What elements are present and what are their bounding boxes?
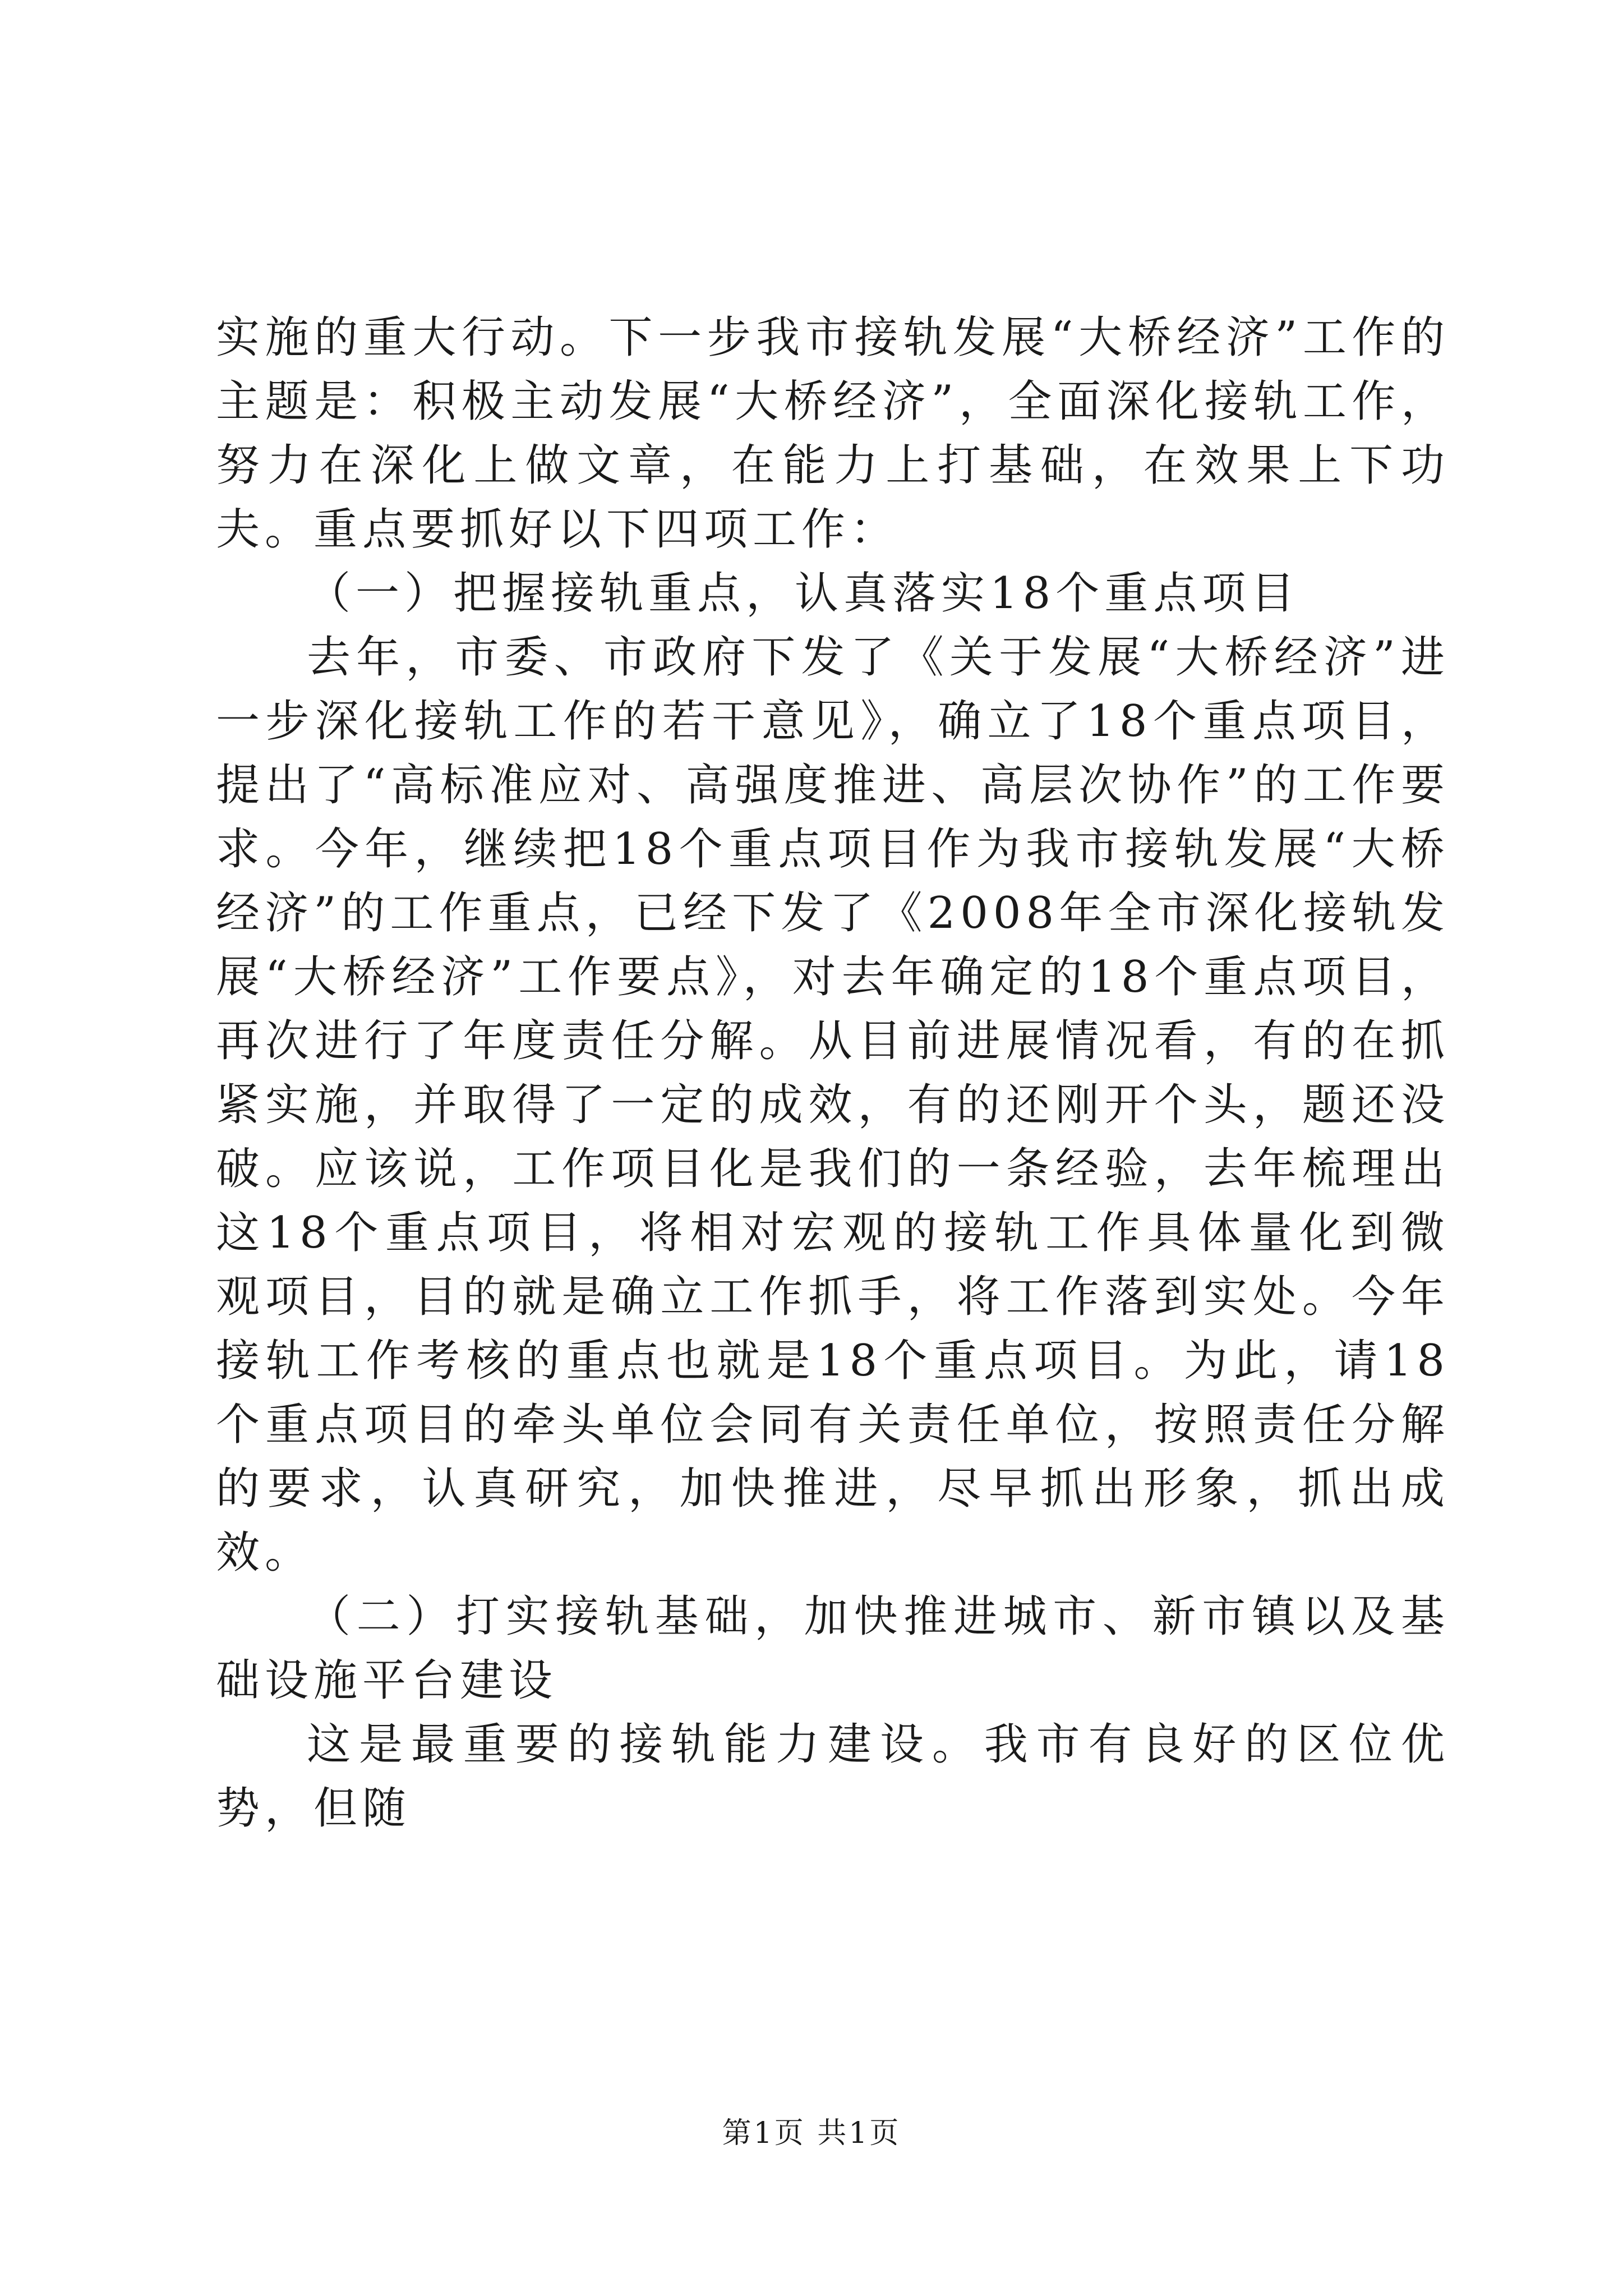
document-body	[216, 306, 1450, 1841]
paragraph-section-2: 这是最重要的接轨能力建设。我市有良好的区位优势，但随	[216, 1719, 1450, 1834]
page-footer: 第1页 共1页	[722, 2116, 901, 2150]
paragraph-continuation: 实施的重大行动。下一步我市接轨发展“大桥经济”工作的主题是：积极主动发展“大桥经济”，全面深化接轨工作，努力在深化上做文章，在能力上打基础，在效果上下功夫。重点要抓好以下四项工作：	[216, 312, 1450, 555]
section-heading-1: （一）把握接轨重点，认真落实18个重点项目	[307, 568, 1300, 619]
section-heading-2: （二）打实接轨基础，加快推进城市、新市镇以及基础设施平台建设	[216, 1591, 1450, 1706]
paragraph-section-1: 去年，市委、市政府下发了《关于发展“大桥经济”进一步深化接轨工作的若干意见》，确立了18个重点项目，提出了“高标准应对、高强度推进、高层次协作”的工作要求。今年，继续把18个重点项目作为我市接轨发展“大桥经济”的工作重点，已经下发了《2008年全市深化接轨发展“大桥经济”工作要点》，对去年确定的18个重点项目，再次进行了年度责任分解。从目前进展情况看，有的在抓紧实施，并取得了一定的成效，有的还刚开个头，题还没破。应该说，工作项目化是我们的一条经验，去年梳理出这18个重点项目，将相对宏观的接轨工作具体量化到微观项目，目的就是确立工作抓手，将工作落到实处。今年接轨工作考核的重点也就是18个重点项目。为此，请18个重点项目的牵头单位会同有关责任单位，按照责任分解的要求，认真研究，加快推进，尽早抓出形象，抓出成效。	[216, 632, 1450, 1578]
